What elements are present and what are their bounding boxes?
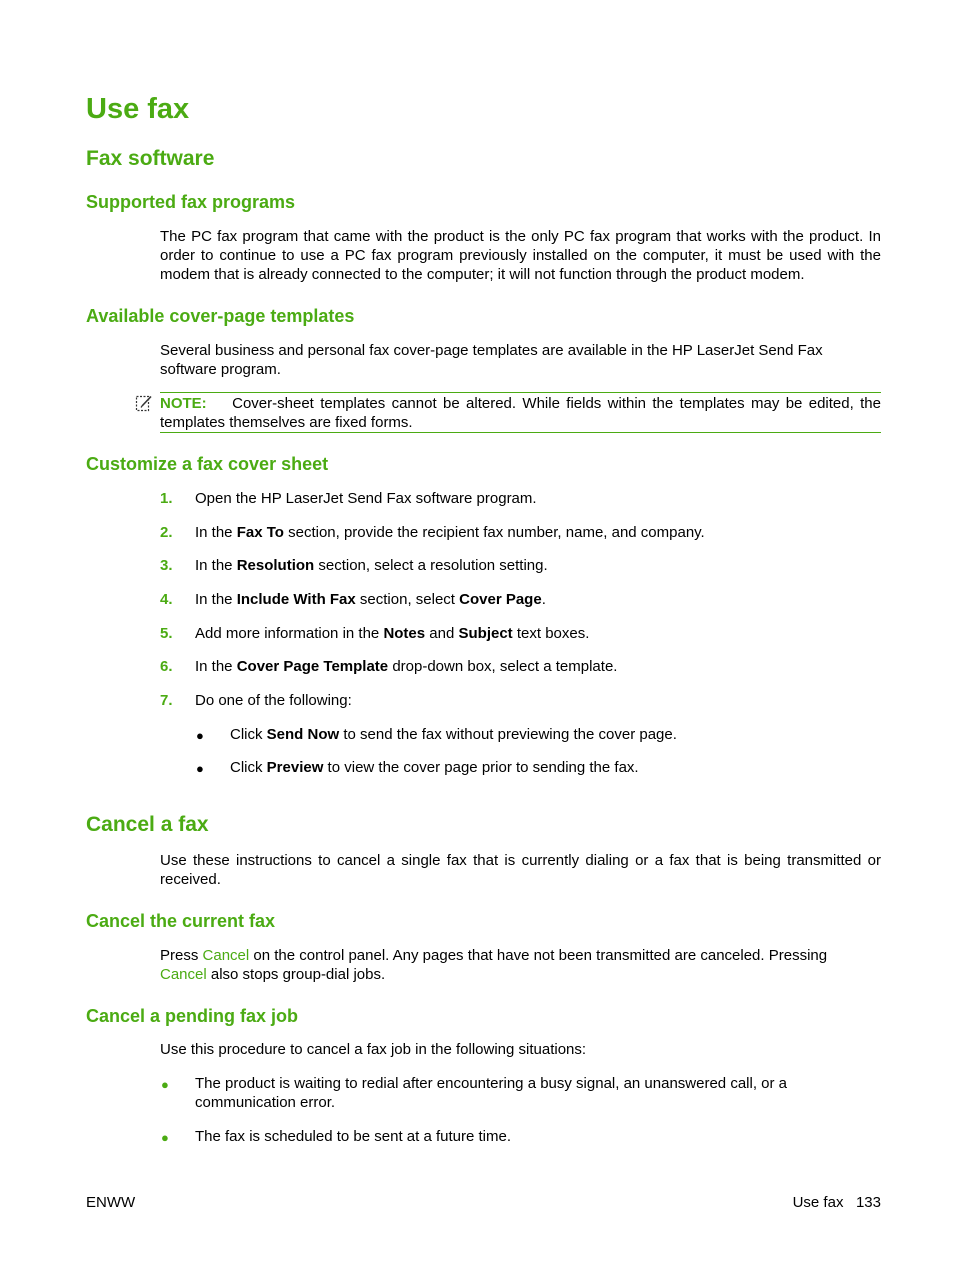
cancel-key-label: Cancel	[160, 966, 207, 983]
step-text: In the Resolution section, select a resolution setting.	[195, 557, 548, 574]
subsection-heading-customize: Customize a fax cover sheet	[86, 454, 329, 474]
subsection-heading-cancel-pending: Cancel a pending fax job	[86, 1006, 299, 1026]
cancel-intro-text: Use these instructions to cancel a single fax that is currently dialing or a fax that is being transmitted or received.	[160, 852, 881, 888]
cancel-current-text: Press Cancel on the control panel. Any pages that have not been transmitted are canceled. Pressing Cancel also stops group-dial jobs.	[160, 947, 828, 983]
page-number: 133	[855, 1194, 881, 1211]
note-text: Cover-sheet templates cannot be altered. While fields within the templates may be edited, the templates themselves are fixed forms.	[160, 395, 881, 431]
bullet-dot: ●	[196, 728, 204, 743]
step-text: In the Cover Page Template drop-down box, select a template.	[195, 658, 618, 675]
note-box	[160, 394, 881, 432]
bullet-dot: ●	[196, 761, 204, 776]
pending-bullet-text: The fax is scheduled to be sent at a future time.	[195, 1128, 512, 1145]
step-number: 4.	[160, 591, 173, 608]
pending-bullet-text: The product is waiting to redial after encountering a busy signal, an unanswered call, or a communication error.	[195, 1075, 788, 1111]
step-text: In the Include With Fax section, select Cover Page.	[195, 591, 546, 608]
step-number: 5.	[160, 625, 173, 642]
supported-programs-text: The PC fax program that came with the product is the only PC fax program that works with the product. In order to continue to use a PC fax program previously installed on the computer, it must be used with the modem that is already connected to the computer; it will not function through the product modem.	[160, 228, 881, 283]
sub-bullet-text: Click Send Now to send the fax without previewing the cover page.	[230, 726, 677, 743]
cancel-pending-intro: Use this procedure to cancel a fax job in the following situations:	[160, 1041, 587, 1058]
section-heading-cancel: Cancel a fax	[86, 813, 209, 836]
step-number: 6.	[160, 658, 173, 675]
cancel-key-label: Cancel	[202, 947, 250, 964]
step-number: 7.	[160, 692, 173, 709]
subsection-heading-supported-programs: Supported fax programs	[86, 192, 296, 212]
step-text: In the Fax To section, provide the recipient fax number, name, and company.	[195, 524, 705, 541]
step-number: 2.	[160, 524, 173, 541]
note-label: NOTE:	[160, 395, 207, 412]
sub-bullet-text: Click Preview to view the cover page prior to sending the fax.	[230, 759, 639, 776]
step-number: 1.	[160, 490, 173, 507]
footer-section: Use fax	[792, 1194, 844, 1211]
bullet-dot: ●	[161, 1077, 169, 1092]
bullet-dot: ●	[161, 1130, 169, 1145]
step-text: Do one of the following:	[195, 692, 352, 709]
section-heading-fax-software: Fax software	[86, 147, 215, 170]
subsection-heading-cover-templates: Available cover-page templates	[86, 306, 355, 326]
step-text: Add more information in the Notes and Subject text boxes.	[195, 625, 590, 642]
cover-templates-text: Several business and personal fax cover-page templates are available in the HP LaserJet Send Fax software program.	[160, 342, 823, 378]
footer-left: ENWW	[86, 1194, 136, 1211]
step-number: 3.	[160, 557, 173, 574]
step-text: Open the HP LaserJet Send Fax software program.	[195, 490, 537, 507]
note-pencil-icon	[135, 394, 153, 412]
footer-right	[793, 1193, 881, 1212]
page-title: Use fax	[86, 93, 190, 125]
note-top-rule	[160, 392, 881, 393]
note-bottom-rule	[160, 432, 881, 433]
subsection-heading-cancel-current: Cancel the current fax	[86, 911, 276, 931]
